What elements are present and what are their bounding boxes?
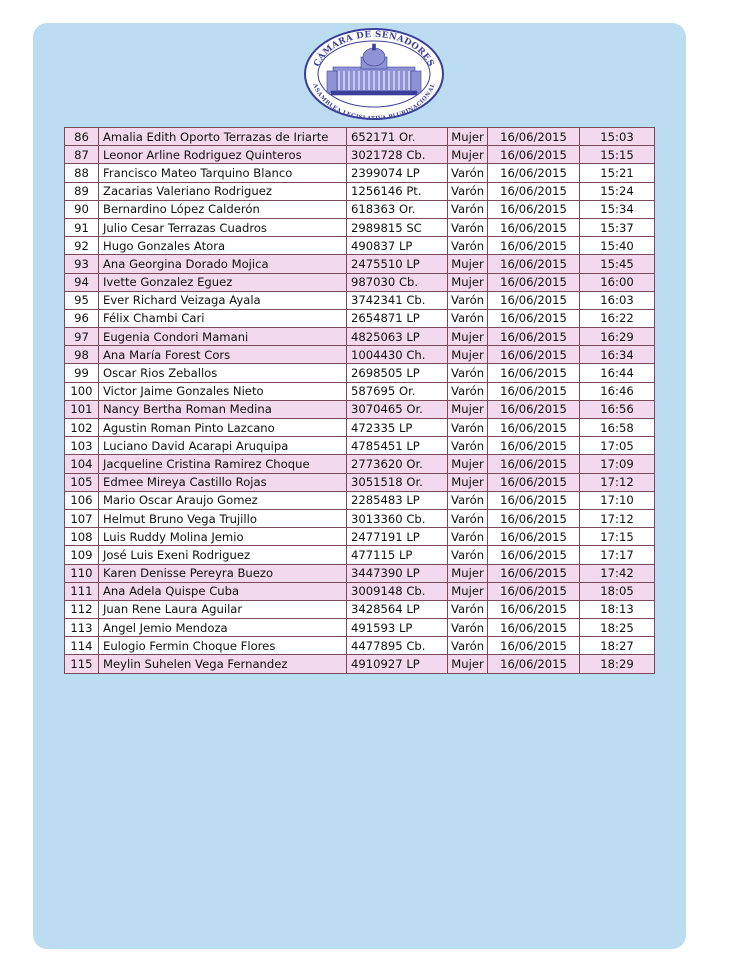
- date-cell: 16/06/2015: [488, 473, 580, 491]
- sex-cell: Varón: [448, 437, 488, 455]
- date-cell: 16/06/2015: [488, 237, 580, 255]
- date-cell: 16/06/2015: [488, 309, 580, 327]
- table-row: [65, 546, 655, 564]
- sex-cell: Varón: [448, 200, 488, 218]
- date-cell: 16/06/2015: [488, 655, 580, 673]
- person-name-cell: Ana Adela Quispe Cuba: [99, 582, 347, 600]
- row-number-cell: 92: [65, 237, 99, 255]
- time-cell: 16:00: [580, 273, 655, 291]
- sex-cell: Varón: [448, 509, 488, 527]
- person-name-cell: José Luis Exeni Rodriguez: [99, 546, 347, 564]
- table-row: [65, 182, 655, 200]
- sex-cell: Mujer: [448, 655, 488, 673]
- row-number-cell: 105: [65, 473, 99, 491]
- date-cell: 16/06/2015: [488, 437, 580, 455]
- person-name-cell: Meylin Suhelen Vega Fernandez: [99, 655, 347, 673]
- id-document-cell: 2475510 LP: [347, 255, 448, 273]
- row-number-cell: 89: [65, 182, 99, 200]
- id-document-cell: 3447390 LP: [347, 564, 448, 582]
- row-number-cell: 106: [65, 491, 99, 509]
- date-cell: 16/06/2015: [488, 346, 580, 364]
- id-document-cell: 477115 LP: [347, 546, 448, 564]
- row-number-cell: 99: [65, 364, 99, 382]
- date-cell: 16/06/2015: [488, 582, 580, 600]
- table-row: [65, 218, 655, 236]
- person-name-cell: Luciano David Acarapi Aruquipa: [99, 437, 347, 455]
- row-number-cell: 110: [65, 564, 99, 582]
- table-row: [65, 364, 655, 382]
- date-cell: 16/06/2015: [488, 419, 580, 437]
- sex-cell: Mujer: [448, 128, 488, 146]
- date-cell: 16/06/2015: [488, 273, 580, 291]
- time-cell: 18:05: [580, 582, 655, 600]
- row-number-cell: 97: [65, 328, 99, 346]
- id-document-cell: 2698505 LP: [347, 364, 448, 382]
- id-document-cell: 4785451 LP: [347, 437, 448, 455]
- row-number-cell: 113: [65, 619, 99, 637]
- table-row: [65, 619, 655, 637]
- time-cell: 18:13: [580, 600, 655, 618]
- seal-top-text: CÁMARA DE SENADORES: [312, 29, 436, 69]
- sex-cell: Mujer: [448, 400, 488, 418]
- table-row: [65, 328, 655, 346]
- person-name-cell: Edmee Mireya Castillo Rojas: [99, 473, 347, 491]
- time-cell: 15:34: [580, 200, 655, 218]
- table-row: [65, 455, 655, 473]
- table-row: [65, 164, 655, 182]
- sex-cell: Mujer: [448, 328, 488, 346]
- date-cell: 16/06/2015: [488, 182, 580, 200]
- senate-seal-logo: [303, 27, 445, 121]
- id-document-cell: 3009148 Cb.: [347, 582, 448, 600]
- person-name-cell: Ana María Forest Cors: [99, 346, 347, 364]
- row-number-cell: 109: [65, 546, 99, 564]
- person-name-cell: Oscar Rios Zeballos: [99, 364, 347, 382]
- time-cell: 17:12: [580, 509, 655, 527]
- time-cell: 18:27: [580, 637, 655, 655]
- table-row: [65, 419, 655, 437]
- time-cell: 16:56: [580, 400, 655, 418]
- sex-cell: Varón: [448, 237, 488, 255]
- person-name-cell: Eulogio Fermin Choque Flores: [99, 637, 347, 655]
- row-number-cell: 103: [65, 437, 99, 455]
- date-cell: 16/06/2015: [488, 291, 580, 309]
- table-row: [65, 291, 655, 309]
- date-cell: 16/06/2015: [488, 146, 580, 164]
- sex-cell: Varón: [448, 419, 488, 437]
- sex-cell: Varón: [448, 164, 488, 182]
- person-name-cell: Félix Chambi Cari: [99, 309, 347, 327]
- id-document-cell: 3021728 Cb.: [347, 146, 448, 164]
- time-cell: 18:29: [580, 655, 655, 673]
- sex-cell: Varón: [448, 546, 488, 564]
- table-row: [65, 255, 655, 273]
- table-row: [65, 382, 655, 400]
- time-cell: 17:05: [580, 437, 655, 455]
- table-row: [65, 509, 655, 527]
- date-cell: 16/06/2015: [488, 164, 580, 182]
- person-name-cell: Victor Jaime Gonzales Nieto: [99, 382, 347, 400]
- row-number-cell: 101: [65, 400, 99, 418]
- sex-cell: Mujer: [448, 273, 488, 291]
- person-name-cell: Angel Jemio Mendoza: [99, 619, 347, 637]
- id-document-cell: 491593 LP: [347, 619, 448, 637]
- sex-cell: Varón: [448, 364, 488, 382]
- time-cell: 15:37: [580, 218, 655, 236]
- time-cell: 16:22: [580, 309, 655, 327]
- row-number-cell: 102: [65, 419, 99, 437]
- sex-cell: Varón: [448, 309, 488, 327]
- sex-cell: Mujer: [448, 473, 488, 491]
- date-cell: 16/06/2015: [488, 455, 580, 473]
- date-cell: 16/06/2015: [488, 600, 580, 618]
- seal-bottom-text: ASAMBLEA LEGISLATIVA PLURINACIONAL: [311, 83, 437, 121]
- sex-cell: Varón: [448, 382, 488, 400]
- id-document-cell: 3070465 Or.: [347, 400, 448, 418]
- time-cell: 15:40: [580, 237, 655, 255]
- row-number-cell: 115: [65, 655, 99, 673]
- person-name-cell: Julio Cesar Terrazas Cuadros: [99, 218, 347, 236]
- table-row: [65, 309, 655, 327]
- table-row: [65, 200, 655, 218]
- row-number-cell: 114: [65, 637, 99, 655]
- id-document-cell: 2773620 Or.: [347, 455, 448, 473]
- table-row: [65, 655, 655, 673]
- person-name-cell: Juan Rene Laura Aguilar: [99, 600, 347, 618]
- sex-cell: Varón: [448, 600, 488, 618]
- row-number-cell: 93: [65, 255, 99, 273]
- id-document-cell: 2477191 LP: [347, 528, 448, 546]
- time-cell: 16:46: [580, 382, 655, 400]
- table-row: [65, 473, 655, 491]
- person-name-cell: Karen Denisse Pereyra Buezo: [99, 564, 347, 582]
- time-cell: 16:58: [580, 419, 655, 437]
- time-cell: 17:12: [580, 473, 655, 491]
- sex-cell: Varón: [448, 182, 488, 200]
- table-row: [65, 273, 655, 291]
- id-document-cell: 3742341 Cb.: [347, 291, 448, 309]
- sex-cell: Varón: [448, 218, 488, 236]
- sex-cell: Mujer: [448, 255, 488, 273]
- table-row: [65, 600, 655, 618]
- date-cell: 16/06/2015: [488, 328, 580, 346]
- person-name-cell: Nancy Bertha Roman Medina: [99, 400, 347, 418]
- table-row: [65, 400, 655, 418]
- id-document-cell: 3051518 Or.: [347, 473, 448, 491]
- row-number-cell: 98: [65, 346, 99, 364]
- registration-table: [64, 127, 655, 674]
- row-number-cell: 91: [65, 218, 99, 236]
- id-document-cell: 1004430 Ch.: [347, 346, 448, 364]
- sex-cell: Mujer: [448, 346, 488, 364]
- table-row: [65, 437, 655, 455]
- id-document-cell: 587695 Or.: [347, 382, 448, 400]
- sex-cell: Mujer: [448, 582, 488, 600]
- sex-cell: Varón: [448, 637, 488, 655]
- sex-cell: Varón: [448, 491, 488, 509]
- sex-cell: Mujer: [448, 455, 488, 473]
- id-document-cell: 4477895 Cb.: [347, 637, 448, 655]
- table-row: [65, 346, 655, 364]
- person-name-cell: Jacqueline Cristina Ramirez Choque: [99, 455, 347, 473]
- date-cell: 16/06/2015: [488, 200, 580, 218]
- date-cell: 16/06/2015: [488, 382, 580, 400]
- date-cell: 16/06/2015: [488, 509, 580, 527]
- row-number-cell: 90: [65, 200, 99, 218]
- person-name-cell: Amalia Edith Oporto Terrazas de Iriarte: [99, 128, 347, 146]
- row-number-cell: 95: [65, 291, 99, 309]
- time-cell: 15:21: [580, 164, 655, 182]
- id-document-cell: 2989815 SC: [347, 218, 448, 236]
- id-document-cell: 987030 Cb.: [347, 273, 448, 291]
- time-cell: 17:15: [580, 528, 655, 546]
- person-name-cell: Helmut Bruno Vega Trujillo: [99, 509, 347, 527]
- id-document-cell: 1256146 Pt.: [347, 182, 448, 200]
- person-name-cell: Luis Ruddy Molina Jemio: [99, 528, 347, 546]
- time-cell: 15:15: [580, 146, 655, 164]
- sex-cell: Varón: [448, 619, 488, 637]
- table-row: [65, 564, 655, 582]
- row-number-cell: 104: [65, 455, 99, 473]
- time-cell: 17:42: [580, 564, 655, 582]
- id-document-cell: 4910927 LP: [347, 655, 448, 673]
- row-number-cell: 88: [65, 164, 99, 182]
- person-name-cell: Zacarias Valeriano Rodriguez: [99, 182, 347, 200]
- person-name-cell: Francisco Mateo Tarquino Blanco: [99, 164, 347, 182]
- time-cell: 17:17: [580, 546, 655, 564]
- row-number-cell: 96: [65, 309, 99, 327]
- person-name-cell: Leonor Arline Rodriguez Quinteros: [99, 146, 347, 164]
- person-name-cell: Eugenia Condori Mamani: [99, 328, 347, 346]
- id-document-cell: 4825063 LP: [347, 328, 448, 346]
- date-cell: 16/06/2015: [488, 619, 580, 637]
- sex-cell: Varón: [448, 291, 488, 309]
- person-name-cell: Bernardino López Calderón: [99, 200, 347, 218]
- row-number-cell: 107: [65, 509, 99, 527]
- sex-cell: Mujer: [448, 146, 488, 164]
- id-document-cell: 3013360 Cb.: [347, 509, 448, 527]
- id-document-cell: 2654871 LP: [347, 309, 448, 327]
- row-number-cell: 100: [65, 382, 99, 400]
- person-name-cell: Hugo Gonzales Atora: [99, 237, 347, 255]
- time-cell: 16:44: [580, 364, 655, 382]
- time-cell: 18:25: [580, 619, 655, 637]
- date-cell: 16/06/2015: [488, 637, 580, 655]
- time-cell: 16:34: [580, 346, 655, 364]
- date-cell: 16/06/2015: [488, 546, 580, 564]
- row-number-cell: 112: [65, 600, 99, 618]
- table-row: [65, 146, 655, 164]
- table-row: [65, 128, 655, 146]
- person-name-cell: Ivette Gonzalez Eguez: [99, 273, 347, 291]
- date-cell: 16/06/2015: [488, 564, 580, 582]
- date-cell: 16/06/2015: [488, 400, 580, 418]
- row-number-cell: 108: [65, 528, 99, 546]
- id-document-cell: 652171 Or.: [347, 128, 448, 146]
- id-document-cell: 3428564 LP: [347, 600, 448, 618]
- time-cell: 15:45: [580, 255, 655, 273]
- row-number-cell: 86: [65, 128, 99, 146]
- time-cell: 17:09: [580, 455, 655, 473]
- row-number-cell: 94: [65, 273, 99, 291]
- row-number-cell: 111: [65, 582, 99, 600]
- date-cell: 16/06/2015: [488, 218, 580, 236]
- time-cell: 16:03: [580, 291, 655, 309]
- person-name-cell: Ana Georgina Dorado Mojica: [99, 255, 347, 273]
- table-row: [65, 528, 655, 546]
- person-name-cell: Mario Oscar Araujo Gomez: [99, 491, 347, 509]
- date-cell: 16/06/2015: [488, 255, 580, 273]
- table-row: [65, 237, 655, 255]
- id-document-cell: 490837 LP: [347, 237, 448, 255]
- row-number-cell: 87: [65, 146, 99, 164]
- date-cell: 16/06/2015: [488, 128, 580, 146]
- table-row: [65, 637, 655, 655]
- id-document-cell: 2285483 LP: [347, 491, 448, 509]
- time-cell: 17:10: [580, 491, 655, 509]
- sex-cell: Varón: [448, 528, 488, 546]
- sex-cell: Mujer: [448, 564, 488, 582]
- time-cell: 16:29: [580, 328, 655, 346]
- table-row: [65, 582, 655, 600]
- table-row: [65, 491, 655, 509]
- person-name-cell: Agustin Roman Pinto Lazcano: [99, 419, 347, 437]
- date-cell: 16/06/2015: [488, 491, 580, 509]
- date-cell: 16/06/2015: [488, 528, 580, 546]
- time-cell: 15:03: [580, 128, 655, 146]
- id-document-cell: 2399074 LP: [347, 164, 448, 182]
- person-name-cell: Ever Richard Veizaga Ayala: [99, 291, 347, 309]
- id-document-cell: 472335 LP: [347, 419, 448, 437]
- id-document-cell: 618363 Or.: [347, 200, 448, 218]
- time-cell: 15:24: [580, 182, 655, 200]
- date-cell: 16/06/2015: [488, 364, 580, 382]
